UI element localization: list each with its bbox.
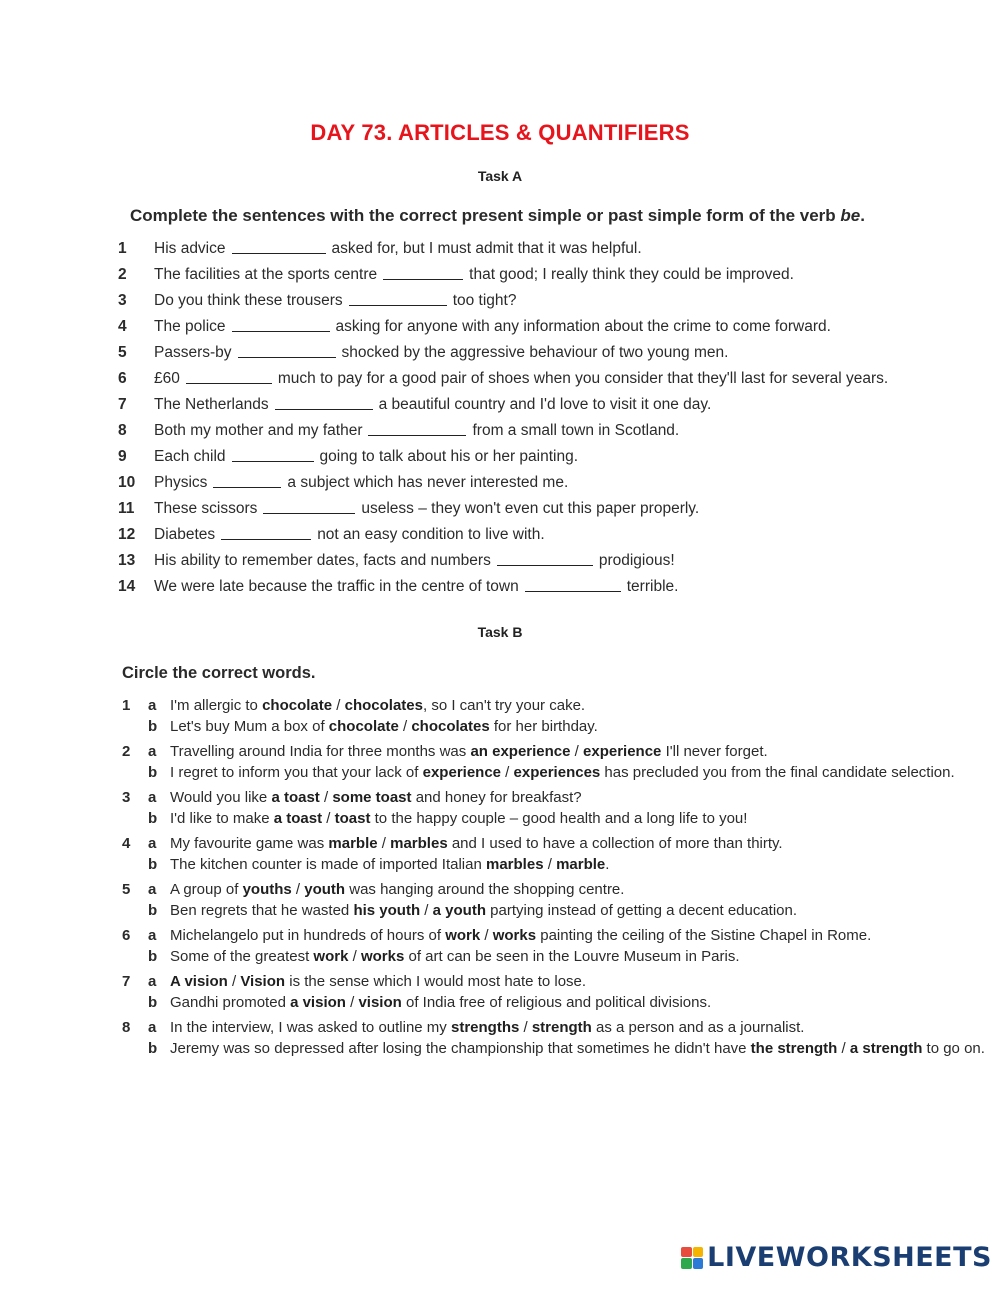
sentence-end: asking for anyone with any information about the crime to come forward. (335, 318, 831, 335)
group-number: 2 (122, 743, 131, 760)
sentence-text (170, 855, 988, 876)
sentence-start: The police (154, 318, 226, 335)
item-number: 1 (118, 240, 127, 257)
item-letter: b (148, 993, 158, 1011)
item-letter: a (148, 743, 157, 760)
sentence-fragment: Michelangelo put in hundreds of hours of (170, 927, 446, 944)
sentence-fragment: / (348, 947, 361, 965)
task-a-instruction-end: . (860, 206, 865, 225)
sentence-end: terrible. (626, 578, 679, 595)
sentence-fragment: Jeremy was so depressed after losing the championship that sometimes he didn't have (170, 1039, 751, 1057)
sentence-fragment: Would you like (170, 789, 272, 806)
sentence-fragment: I'd like to make (170, 809, 274, 827)
answer-blank[interactable] (383, 278, 463, 280)
sentence-fragment: to the happy couple – good health and a long life to you! (370, 809, 748, 827)
task-a-item (118, 340, 988, 366)
word-option[interactable]: strengths (450, 1019, 520, 1036)
word-option[interactable]: chocolate (262, 697, 333, 714)
item-letter: a (148, 835, 157, 852)
page-title: DAY 73. ARTICLES & QUANTIFIERS (310, 120, 690, 145)
answer-blank[interactable] (221, 538, 311, 540)
task-a-item (118, 574, 988, 600)
sentence-end: asked for, but I must admit that it was helpful. (331, 240, 642, 257)
word-option[interactable]: marbles (486, 855, 544, 873)
word-option[interactable]: experience (583, 743, 662, 760)
item-number: 2 (118, 266, 127, 283)
word-option[interactable]: some toast (332, 789, 412, 806)
item-letter: b (148, 855, 158, 873)
sentence-end: from a small town in Scotland. (472, 422, 680, 439)
sentence-end: useless – they won't even cut this paper properly. (361, 500, 700, 517)
item-number: 12 (118, 526, 136, 543)
sentence-text (170, 742, 988, 763)
answer-blank[interactable] (525, 590, 621, 592)
task-a-list (118, 236, 988, 600)
item-letter: b (148, 809, 158, 827)
sentence-fragment: . (605, 855, 610, 873)
task-b-item (122, 763, 988, 784)
task-b-group (122, 1018, 988, 1059)
sentence-fragment: was hanging around the shopping centre. (345, 881, 625, 898)
task-a-instruction-verb: be (840, 206, 861, 225)
liveworksheets-wordmark: LIVEWORKSHEETS (707, 1242, 992, 1273)
task-b-item (122, 947, 988, 968)
sentence-end: much to pay for a good pair of shoes when you consider that they'll last for several years. (277, 370, 889, 387)
task-b-item (122, 1039, 988, 1060)
task-b-item (122, 901, 988, 922)
item-number: 11 (118, 500, 135, 517)
sentence-text (170, 1039, 988, 1060)
word-option[interactable]: youths (242, 881, 292, 898)
sentence-start: Each child (154, 448, 226, 465)
item-letter: a (148, 927, 157, 944)
sentence-fragment: Ben regrets that he wasted (170, 901, 354, 919)
item-number: 4 (118, 318, 127, 335)
item-letter: b (148, 1039, 158, 1057)
sentence-text (170, 809, 988, 830)
sentence-fragment: / (837, 1039, 850, 1057)
sentence-fragment: I'll never forget. (661, 743, 768, 760)
task-b-item (122, 742, 988, 763)
word-option[interactable]: chocolates (411, 717, 490, 735)
sentence-end: a subject which has never interested me. (287, 474, 569, 491)
sentence-fragment: / (332, 697, 345, 714)
item-letter: a (148, 1019, 157, 1036)
sentence-start: Do you think these trousers (154, 292, 343, 309)
task-a-item (118, 236, 988, 262)
sentence-text (170, 788, 988, 809)
sentence-start: We were late because the traffic in the centre of town (154, 578, 519, 595)
task-b-group (122, 880, 988, 921)
group-number (122, 993, 148, 1014)
sentence-fragment: and honey for breakfast? (411, 789, 582, 806)
sentence-fragment: I'm allergic to (170, 697, 263, 714)
group-number: 5 (122, 881, 131, 898)
logo-tile (681, 1247, 692, 1258)
sentence-end: a beautiful country and I'd love to visit it one day. (378, 396, 712, 413)
word-option[interactable]: youth (304, 881, 346, 898)
group-number (122, 947, 148, 968)
sentence-fragment: A group of (170, 881, 243, 898)
item-letter: b (148, 763, 158, 781)
task-a-item (118, 548, 988, 574)
group-number: 1 (122, 697, 131, 714)
answer-blank[interactable] (275, 408, 373, 410)
item-number: 9 (118, 448, 127, 465)
sentence-start: The Netherlands (154, 396, 269, 413)
sentence-text (170, 901, 988, 922)
task-b-group (122, 834, 988, 875)
word-option[interactable]: a toast (271, 789, 320, 806)
sentence-start: His advice (154, 240, 226, 257)
sentence-text (170, 947, 988, 968)
group-number: 6 (122, 927, 131, 944)
task-a-item (118, 496, 988, 522)
group-number (122, 855, 148, 876)
word-option[interactable]: toast (334, 809, 371, 827)
sentence-fragment: partying instead of getting a decent education. (485, 901, 798, 919)
task-a-item (118, 262, 988, 288)
word-option[interactable]: an experience (470, 743, 571, 760)
sentence-fragment: / (420, 901, 433, 919)
logo-tile (693, 1247, 704, 1258)
word-option[interactable]: marble (556, 855, 606, 873)
sentence-end: shocked by the aggressive behaviour of two young men. (341, 344, 729, 361)
sentence-fragment: , so I can't try your cake. (422, 697, 586, 714)
sentence-fragment: of art can be seen in the Louvre Museum in Paris. (404, 947, 740, 965)
sentence-fragment: of India free of religious and political divisions. (401, 993, 712, 1011)
sentence-fragment: / (345, 993, 359, 1011)
word-option[interactable]: marble (328, 835, 378, 852)
group-number: 8 (122, 1019, 131, 1036)
sentence-end: that good; I really think they could be improved. (469, 266, 794, 283)
task-b-group (122, 742, 988, 783)
word-option[interactable]: the strength (750, 1039, 838, 1057)
word-option[interactable]: chocolates (344, 697, 423, 714)
sentence-start: Both my mother and my father (154, 422, 363, 439)
sentence-fragment: In the interview, I was asked to outline my (170, 1019, 451, 1036)
word-option[interactable]: vision (358, 993, 402, 1011)
task-b-label: Task B (477, 624, 523, 640)
sentence-start: Physics (154, 474, 208, 491)
sentence-fragment: Gandhi promoted (170, 993, 291, 1011)
task-a-instruction-text: Complete the sentences with the correct present simple or past simple form of the verb (130, 206, 841, 225)
sentence-fragment: Travelling around India for three months was (170, 743, 471, 760)
logo-tile (681, 1258, 692, 1269)
sentence-text (170, 1018, 988, 1039)
task-a-item (118, 288, 988, 314)
word-option[interactable]: A vision (170, 973, 228, 990)
sentence-fragment: is the sense which I would most hate to lose. (285, 973, 587, 990)
answer-blank[interactable] (263, 512, 355, 514)
item-number: 6 (118, 370, 127, 387)
sentence-text (170, 696, 988, 717)
group-number (122, 809, 148, 830)
answer-blank[interactable] (232, 252, 326, 254)
word-option[interactable]: a strength (849, 1039, 923, 1057)
word-option[interactable]: work (313, 947, 349, 965)
sentence-end: not an easy condition to live with. (317, 526, 545, 543)
item-letter: a (148, 789, 157, 806)
sentence-fragment: has precluded you from the final candidate selection. (600, 763, 955, 781)
task-b-group (122, 788, 988, 829)
item-letter: a (148, 697, 157, 714)
sentence-text (170, 926, 988, 947)
word-option[interactable]: strength (531, 1019, 592, 1036)
sentence-fragment: / (322, 809, 335, 827)
word-option[interactable]: a youth (432, 901, 486, 919)
item-letter: b (148, 947, 158, 965)
word-option[interactable]: works (492, 927, 537, 944)
sentence-text (170, 972, 988, 993)
sentence-fragment: I regret to inform you that your lack of (170, 763, 423, 781)
sentence-fragment: as a person and as a journalist. (591, 1019, 805, 1036)
sentence-fragment: / (377, 835, 391, 852)
sentence-fragment: My favourite game was (170, 835, 329, 852)
answer-blank[interactable] (368, 434, 466, 436)
sentence-fragment: The kitchen counter is made of imported Italian (170, 855, 486, 873)
item-letter: b (148, 717, 158, 735)
task-b-list (122, 696, 988, 1064)
sentence-fragment: to go on. (922, 1039, 985, 1057)
group-number: 7 (122, 973, 131, 990)
sentence-fragment: / (543, 855, 557, 873)
sentence-text (170, 763, 988, 784)
task-b-item (122, 993, 988, 1014)
sentence-text (170, 834, 988, 855)
task-b-item (122, 880, 988, 901)
task-b-item (122, 788, 988, 809)
task-a-item (118, 444, 988, 470)
item-number: 13 (118, 552, 136, 569)
sentence-fragment: / (227, 973, 241, 990)
task-a-item (118, 470, 988, 496)
word-option[interactable]: experiences (513, 763, 601, 781)
word-option[interactable]: marbles (390, 835, 448, 852)
sentence-start: The facilities at the sports centre (154, 266, 378, 283)
task-a-label: Task A (477, 168, 523, 184)
sentence-text (170, 880, 988, 901)
sentence-fragment: Let's buy Mum a box of (170, 717, 329, 735)
task-b-instruction: Circle the correct words. (122, 664, 316, 682)
sentence-start: Passers-by (154, 344, 232, 361)
sentence-fragment: / (501, 763, 514, 781)
sentence-start: £60 (154, 370, 180, 387)
item-number: 7 (118, 396, 127, 413)
task-b-group (122, 926, 988, 967)
group-number (122, 901, 148, 922)
sentence-start: Diabetes (154, 526, 216, 543)
word-option[interactable]: a vision (290, 993, 346, 1011)
group-number (122, 717, 148, 738)
task-a-instruction (130, 206, 865, 226)
sentence-text (170, 993, 988, 1014)
answer-blank[interactable] (213, 486, 281, 488)
task-b-item (122, 696, 988, 717)
liveworksheets-logo[interactable] (681, 1242, 992, 1273)
answer-blank[interactable] (497, 564, 593, 566)
word-option[interactable]: experience (422, 763, 502, 781)
item-number: 8 (118, 422, 127, 439)
word-option[interactable]: a toast (273, 809, 323, 827)
task-a-item (118, 392, 988, 418)
item-number: 3 (118, 292, 127, 309)
sentence-fragment: / (519, 1019, 532, 1036)
answer-blank[interactable] (232, 330, 330, 332)
sentence-fragment: for her birthday. (489, 717, 598, 735)
sentence-fragment: / (398, 717, 412, 735)
sentence-fragment: / (319, 789, 333, 806)
task-b-item (122, 926, 988, 947)
sentence-start: These scissors (154, 500, 258, 517)
sentence-start: His ability to remember dates, facts and numbers (154, 552, 491, 569)
answer-blank[interactable] (349, 304, 447, 306)
group-number: 3 (122, 789, 131, 806)
task-a-item (118, 314, 988, 340)
word-option[interactable]: chocolate (328, 717, 399, 735)
answer-blank[interactable] (238, 356, 336, 358)
task-b-item (122, 855, 988, 876)
item-number: 14 (118, 578, 136, 595)
sentence-fragment: and I used to have a collection of more than thirty. (447, 835, 783, 852)
task-a-item (118, 366, 988, 392)
group-number: 4 (122, 835, 131, 852)
logo-tile (693, 1258, 704, 1269)
task-a-item (118, 522, 988, 548)
answer-blank[interactable] (232, 460, 314, 462)
task-b-group (122, 696, 988, 737)
sentence-end: too tight? (452, 292, 517, 309)
sentence-end: prodigious! (598, 552, 675, 569)
word-option[interactable]: his youth (353, 901, 421, 919)
sentence-text (170, 717, 988, 738)
task-b-item (122, 834, 988, 855)
group-number (122, 763, 148, 784)
word-option[interactable]: Vision (240, 973, 286, 990)
word-option[interactable]: works (360, 947, 405, 965)
task-b-item (122, 972, 988, 993)
answer-blank[interactable] (186, 382, 272, 384)
task-b-item (122, 1018, 988, 1039)
group-number (122, 1039, 148, 1060)
item-number: 10 (118, 474, 136, 491)
sentence-fragment: / (570, 743, 584, 760)
item-letter: a (148, 881, 157, 898)
liveworksheets-mark-icon (681, 1247, 703, 1269)
sentence-fragment: Some of the greatest (170, 947, 314, 965)
task-b-item (122, 717, 988, 738)
item-number: 5 (118, 344, 127, 361)
item-letter: b (148, 901, 158, 919)
sentence-fragment: / (480, 927, 493, 944)
task-b-group (122, 972, 988, 1013)
task-b-item (122, 809, 988, 830)
sentence-end: going to talk about his or her painting. (319, 448, 579, 465)
task-a-item (118, 418, 988, 444)
word-option[interactable]: work (445, 927, 481, 944)
sentence-fragment: painting the ceiling of the Sistine Chapel in Rome. (536, 927, 872, 944)
item-letter: a (148, 973, 157, 990)
sentence-fragment: / (291, 881, 305, 898)
